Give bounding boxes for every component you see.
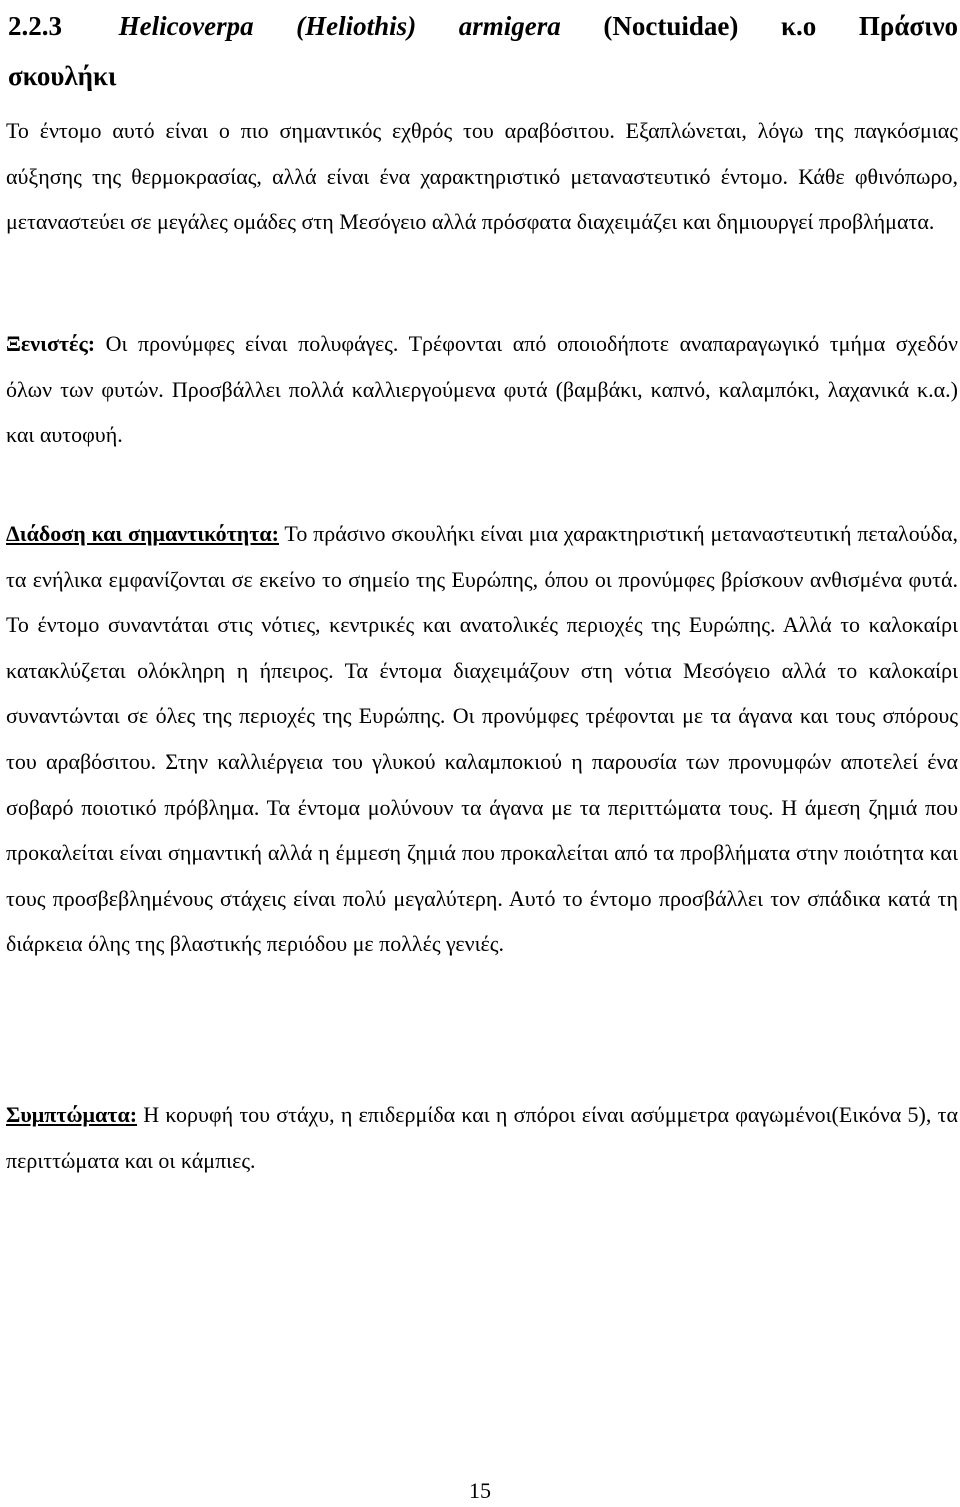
- section-heading: [8, 0, 958, 52]
- common-name-first-word: Πράσινο: [858, 11, 959, 41]
- spread-text: Το πράσινο σκουλήκι είναι μια χαρακτηριστική μεταναστευτική πεταλούδα, τα ενήλικα εμφανίζονται σε εκείνο το σημείο της Ευρώπης, όπου οι προνύμφες βρίσκουν ανθισμένα φυτά. Το έντομο συναντάται στις νότιες, κεντρικές και ανατολικές περιοχές της Ευρώπης. Αλλά το καλοκαίρι κατακλύζεται ολόκληρη η ήπειρος. Τα έντομα διαχειμάζουν στη νότια Μεσόγειο αλλά το καλοκαίρι συναντώνται σε όλες της περιοχές της Ευρώπης. Οι προνύμφες τρέφονται με τα άγανα και τους σπόρους του αραβόσιτου. Στην καλλιέργεια του γλυκού καλαμποκιού η παρουσία των προνυμφών αποτελεί ένα σοβαρό ποιοτικό πρόβλημα. Τα έντομα μολύνουν τα άγανα με τα περιττώματα τους. Η άμεση ζημιά που προκαλείται είναι σημαντική αλλά η έμμεση ζημιά που προκαλείται από τα προβλήματα στην ποιότητα και τους προσβεβλημένους στάχεις είναι πολύ μεγαλύτερη. Αυτό το έντομο προσβάλλει τον σπάδικα κατά τη διάρκεια όλης της βλαστικής περιόδου με πολλές γενιές.: [6, 521, 958, 957]
- section-heading-continuation: [8, 50, 116, 102]
- common-prefix: κ.ο: [781, 11, 817, 41]
- page-number: 15: [469, 1478, 491, 1503]
- spread-label: Διάδοση και σημαντικότητα:: [6, 521, 280, 546]
- symptoms-text: Η κορυφή του στάχυ, η επιδερμίδα και η σπόροι είναι ασύμμετρα φαγωμένοι(Εικόνα 5), τα περιττώματα και οι κάμπιες.: [6, 1102, 958, 1173]
- hosts-label: Ξενιστές:: [6, 331, 96, 356]
- symptoms-label: Συμπτώματα:: [6, 1102, 138, 1127]
- section-number: 2.2.3: [8, 11, 62, 41]
- common-name-second-word: σκουλήκι: [8, 61, 117, 91]
- family-name: (Noctuidae): [603, 11, 739, 41]
- symptoms-paragraph: [6, 1092, 958, 1183]
- latin-name: Helicoverpa (Heliothis) armigera: [118, 11, 561, 41]
- hosts-paragraph: [6, 321, 958, 458]
- intro-text: Το έντομο αυτό είναι ο πιο σημαντικός εχθρός του αραβόσιτου. Εξαπλώνεται, λόγω της παγκόσμιας αύξησης της θερμοκρασίας, αλλά είναι ένα χαρακτηριστικό μεταναστευτικό έντομο. Κάθε φθινόπωρο, μεταναστεύει σε μεγάλες ομάδες στη Μεσόγειο αλλά πρόσφατα διαχειμάζει και δημιουργεί προβλήματα.: [6, 118, 958, 235]
- spread-paragraph: [6, 511, 958, 967]
- hosts-text: Οι προνύμφες είναι πολυφάγες. Τρέφονται από οποιοδήποτε αναπαραγωγικό τμήμα σχεδόν όλων των φυτών. Προσβάλλει πολλά καλλιεργούμενα φυτά (βαμβάκι, καπνό, καλαμπόκι, λαχανικά κ.α.) και αυτοφυή.: [6, 331, 958, 448]
- intro-paragraph: [6, 108, 958, 245]
